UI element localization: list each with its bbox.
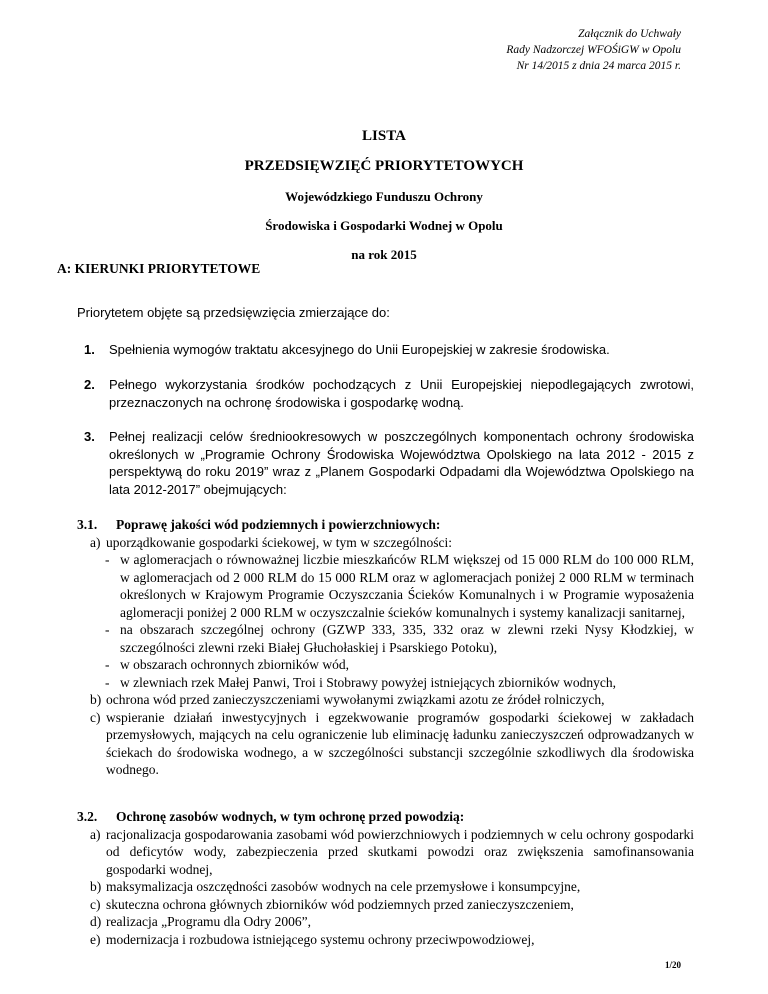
dash-item: - w zlewniach rzek Małej Panwi, Troi i Stobrawy powyżej istniejących zbiorników wodnych, (105, 674, 694, 692)
annex-line-2: Rady Nadzorczej WFOŚiGW w Opolu (506, 44, 681, 56)
subsection-3-2 (77, 808, 694, 948)
item-text: uporządkowanie gospodarki ściekowej, w tym w szczególności: (106, 534, 453, 550)
item-text: wspieranie działań inwestycyjnych i egzekwowanie programów gospodarki ściekowej w zakładach przemysłowych, mających na celu ograniczenie lub eliminację ładunku zanieczyszczeń odprowadzanych w ściekach do środowiska wodnego, a w szczególności substancji szczególnie szkodliwych dla środowiska wodnego. (106, 709, 694, 777)
dash-text: w aglomeracjach o równoważnej liczbie mieszkańców RLM większej od 15 000 RLM do 100 000 RLM, w aglomeracjach od 2 000 RLM do 15 000 RLM oraz w aglomeracjach poniżej 2 000 RLM w terminach określonych w Krajowym Programie Oczyszczania Ścieków Komunalnych i w Programie wyposażenia aglomeracji poniżej 2 000 RLM w oczyszczalnie ścieków komunalnych i systemy kanalizacji sanitarnej, (120, 552, 694, 620)
subsection-number: 3.2. (77, 809, 98, 824)
subsection-title (77, 808, 694, 826)
item-letter: c) (90, 709, 101, 725)
intro-text: Priorytetem objęte są przedsięwzięcia zmierzające do: (77, 305, 390, 320)
list-item (84, 376, 694, 411)
subsection-title-text: Poprawę jakości wód podziemnych i powierzchniowych: (116, 517, 441, 532)
item-letter: a) (90, 534, 101, 550)
title-line-4: Środowiska i Gospodarki Wodnej w Opolu (265, 218, 503, 233)
dash-text: w zlewniach rzek Małej Panwi, Troi i Stobrawy powyżej istniejących zbiorników wodnych, (120, 674, 617, 690)
item-letter: e) (90, 931, 101, 947)
title-line-3: Wojewódzkiego Funduszu Ochrony (285, 189, 483, 204)
list-item (90, 826, 694, 879)
list-item (90, 878, 694, 896)
item-letter: c) (90, 896, 101, 912)
item-number: 1. (84, 342, 95, 357)
annex-line-1: Załącznik do Uchwały (578, 28, 681, 40)
item-letter: a) (90, 826, 101, 842)
item-text: skuteczna ochrona głównych zbiorników wód podziemnych przed zanieczyszczeniem, (106, 896, 574, 912)
item-text: realizacja „Programu dla Odry 2006”, (106, 914, 312, 929)
title-line-5: na rok 2015 (351, 247, 417, 262)
item-text: ochrona wód przed zanieczyszczeniami wywołanymi związkami azotu ze źródeł rolniczych, (106, 692, 605, 707)
item-number: 2. (84, 377, 95, 392)
list-item (90, 931, 694, 949)
item-text: racjonalizacja gospodarowania zasobami wód powierzchniowych i podziemnych w celu ochrony gospodarki od deficytów wody, zabezpieczenia przed skutkami powodzi oraz zwiększenia samofinansowania gospodarki wodnej, (106, 826, 694, 877)
subsection-3-1 (77, 516, 694, 779)
item-text: Pełnej realizacji celów średniookresowych w poszczególnych komponentach ochrony środowiska określonych w „Programie Ochrony Środowiska Województwa Opolskiego na lata 2012 - 2015 z perspektywą do roku 2019” wraz z „Planem Gospodarki Odpadami dla Województwa Opolskiego na lata 2012-2017” obejmujących: (109, 429, 694, 497)
list-item (90, 691, 694, 709)
list-item (84, 428, 694, 498)
list-item (90, 709, 694, 779)
list-item (90, 534, 694, 552)
dash-item: - w aglomeracjach o równoważnej liczbie mieszkańców RLM większej od 15 000 RLM do 100 000 RLM, w aglomeracjach od 2 000 RLM do 15 000 RLM oraz w aglomeracjach poniżej 2 000 RLM w terminach określonych w Krajowym Programie Oczyszczania Ścieków Komunalnych i w Programie wyposażenia aglomeracji poniżej 2 000 RLM w oczyszczalnie ścieków komunalnych i systemy kanalizacji sanitarnej, (105, 552, 694, 620)
item-letter: b) (90, 692, 102, 707)
list-item (90, 896, 694, 914)
item-text: modernizacja i rozbudowa istniejącego systemu ochrony przeciwpowodziowej, (106, 931, 535, 947)
annex-line-3: Nr 14/2015 z dnia 24 marca 2015 r. (516, 60, 681, 72)
list-item (84, 341, 694, 359)
subsection-title (77, 516, 694, 534)
item-letter: b) (90, 879, 102, 894)
list-item (90, 913, 694, 931)
dash-text: na obszarach szczególnej ochrony (GZWP 333, 335, 332 oraz w zlewni rzeki Nysy Kłodzkiej, w szczególności zlewni rzeki Białej Głuchołaskiej i Psarskiego Potoku), (120, 622, 694, 655)
title-line-2: PRZEDSIĘWZIĘĆ PRIORYTETOWYCH (244, 158, 524, 174)
subsection-title-text: Ochronę zasobów wodnych, w tym ochronę przed powodzią: (116, 809, 465, 824)
subsection-number: 3.1. (77, 517, 98, 532)
page-number: 1/20 (664, 960, 681, 970)
item-text: Pełnego wykorzystania środków pochodzących z Unii Europejskiej niepodlegających zwrotowi, przeznaczonych na ochronę środowiska i gospodarkę wodną. (109, 377, 694, 410)
section-a-heading: A: KIERUNKI PRIORYTETOWE (57, 261, 261, 276)
dash-item: - na obszarach szczególnej ochrony (GZWP 333, 335, 332 oraz w zlewni rzeki Nysy Kłodzkiej, w szczególności zlewni rzeki Białej Głuchołaskiej i Psarskiego Potoku), (105, 622, 694, 655)
annex-note (506, 26, 681, 74)
item-text: maksymalizacja oszczędności zasobów wodnych na cele przemysłowe i konsumpcyjne, (106, 879, 581, 894)
item-letter: d) (90, 914, 102, 929)
dash-item: - w obszarach ochronnych zbiorników wód, (105, 656, 694, 674)
document-title (0, 126, 768, 263)
dash-text: w obszarach ochronnych zbiorników wód, (120, 657, 350, 672)
item-number: 3. (84, 429, 95, 444)
item-text: Spełnienia wymogów traktatu akcesyjnego do Unii Europejskiej w zakresie środowiska. (109, 342, 610, 357)
title-line-1: LISTA (362, 128, 406, 144)
